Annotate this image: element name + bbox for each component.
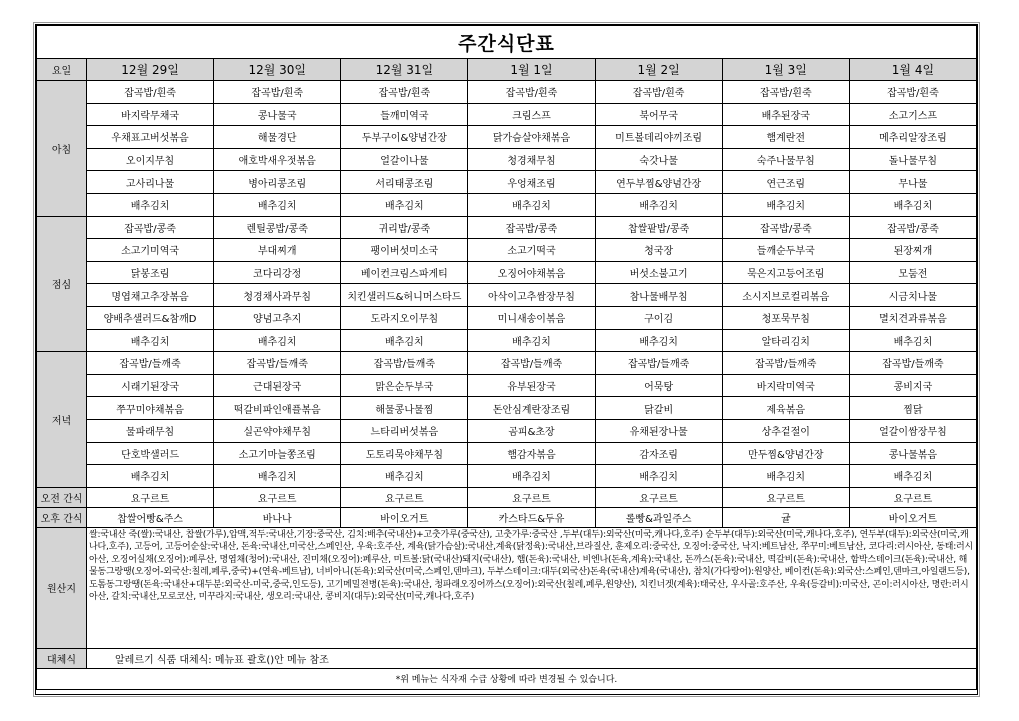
snack-item: 카스타드&두유 (468, 507, 595, 527)
menu-item: 만두찜&양념간장 (722, 442, 849, 465)
menu-item: 배추김치 (214, 329, 341, 352)
menu-item: 잡곡밥/들깨죽 (214, 352, 341, 375)
date-header: 1월 2일 (595, 59, 722, 81)
menu-item: 배추김치 (341, 465, 468, 488)
menu-item: 배추김치 (468, 465, 595, 488)
meal-row-lunch (37, 261, 977, 284)
menu-item: 찹쌀팥밥/콩죽 (595, 216, 722, 239)
meal-row-lunch (37, 239, 977, 262)
meal-row-dinner (37, 352, 977, 375)
menu-item: 청경채무침 (468, 148, 595, 171)
origin-row (37, 527, 977, 648)
menu-item: 배추김치 (722, 193, 849, 216)
menu-item: 모둠전 (849, 261, 976, 284)
menu-item: 구이김 (595, 306, 722, 329)
menu-item: 미니새송이볶음 (468, 306, 595, 329)
menu-item: 미트볼데리야끼조림 (595, 126, 722, 149)
menu-item: 콩비지국 (849, 374, 976, 397)
menu-table (36, 25, 977, 690)
menu-item: 서리태콩조림 (341, 171, 468, 194)
menu-item: 실곤약야채무침 (214, 419, 341, 442)
menu-item: 배추김치 (468, 329, 595, 352)
menu-item: 잡곡밥/흰죽 (722, 81, 849, 104)
menu-item: 닭갈비 (595, 397, 722, 420)
menu-item: 도라지오이무침 (341, 306, 468, 329)
menu-item: 잡곡밥/콩죽 (468, 216, 595, 239)
snack-item: 요구르트 (87, 487, 214, 507)
menu-item: 부대찌개 (214, 239, 341, 262)
menu-item: 유채된장나물 (595, 419, 722, 442)
menu-item: 잡곡밥/흰죽 (87, 81, 214, 104)
menu-item: 알타리김치 (722, 329, 849, 352)
date-header: 1월 1일 (468, 59, 595, 81)
meal-row-lunch (37, 216, 977, 239)
substitute-text: 알레르기 식품 대체식: 메뉴표 괄호()안 메뉴 참조 (87, 648, 977, 668)
menu-item: 돌나물무침 (849, 148, 976, 171)
menu-item: 얼갈이쌈장무침 (849, 419, 976, 442)
meal-row-breakfast (37, 171, 977, 194)
meal-row-breakfast (37, 103, 977, 126)
menu-item: 시래기된장국 (87, 374, 214, 397)
snack-item: 요구르트 (468, 487, 595, 507)
menu-item: 된장찌개 (849, 239, 976, 262)
menu-item: 잡곡밥/콩죽 (87, 216, 214, 239)
meal-row-breakfast (37, 81, 977, 104)
menu-item: 배추된장국 (722, 103, 849, 126)
menu-item: 잡곡밥/들깨죽 (341, 352, 468, 375)
menu-item: 청포묵무침 (722, 306, 849, 329)
meal-row-dinner (37, 442, 977, 465)
snack-label-morning: 오전 간식 (37, 487, 87, 507)
menu-item: 잡곡밥/들깨죽 (87, 352, 214, 375)
snack-item: 찹쌀어빵&주스 (87, 507, 214, 527)
menu-item: 배추김치 (849, 329, 976, 352)
origin-label: 원산지 (37, 527, 87, 648)
meal-row-breakfast (37, 193, 977, 216)
menu-item: 배추김치 (722, 465, 849, 488)
snack-item: 바나나 (214, 507, 341, 527)
menu-item: 고사리나물 (87, 171, 214, 194)
meal-label-lunch: 점심 (37, 216, 87, 352)
menu-item: 청경채사과무침 (214, 284, 341, 307)
snack-row-morning (37, 487, 977, 507)
menu-item: 잡곡밥/들깨죽 (595, 352, 722, 375)
footnote: *위 메뉴는 식자재 수급 상황에 따라 변경될 수 있습니다. (37, 668, 977, 689)
menu-item: 햄계란전 (722, 126, 849, 149)
date-header: 12월 31일 (341, 59, 468, 81)
menu-item: 제육볶음 (722, 397, 849, 420)
menu-item: 양념고추지 (214, 306, 341, 329)
menu-item: 귀리밥/콩죽 (341, 216, 468, 239)
menu-item: 명엽채고추장볶음 (87, 284, 214, 307)
menu-item: 시금치나물 (849, 284, 976, 307)
menu-item: 어묵탕 (595, 374, 722, 397)
menu-item: 배추김치 (214, 465, 341, 488)
menu-item: 떡갈비파인애플볶음 (214, 397, 341, 420)
weekly-menu-sheet (35, 24, 978, 695)
meal-row-lunch (37, 306, 977, 329)
substitute-label: 대체식 (37, 648, 87, 668)
snack-item: 롤빵&과일주스 (595, 507, 722, 527)
menu-item: 느타리버섯볶음 (341, 419, 468, 442)
menu-item: 콩나물국 (214, 103, 341, 126)
meal-row-breakfast (37, 126, 977, 149)
menu-item: 잡곡밥/들깨죽 (468, 352, 595, 375)
menu-item: 배추김치 (87, 193, 214, 216)
meal-row-dinner (37, 419, 977, 442)
page-title: 주간식단표 (37, 26, 977, 59)
menu-item: 렌틸콩밥/콩죽 (214, 216, 341, 239)
meal-row-lunch (37, 284, 977, 307)
menu-item: 오징어야채볶음 (468, 261, 595, 284)
menu-item: 돈안심계란장조림 (468, 397, 595, 420)
menu-item: 단호박샐러드 (87, 442, 214, 465)
menu-item: 잡곡밥/흰죽 (595, 81, 722, 104)
menu-item: 숙주나물무침 (722, 148, 849, 171)
menu-item: 우엉채조림 (468, 171, 595, 194)
snack-item: 바이오거트 (341, 507, 468, 527)
menu-item: 도토리묵야채무침 (341, 442, 468, 465)
menu-item: 햄감자볶음 (468, 442, 595, 465)
snack-item: 요구르트 (595, 487, 722, 507)
menu-item: 들깨미역국 (341, 103, 468, 126)
menu-item: 숙갓나물 (595, 148, 722, 171)
menu-item: 해물콩나물찜 (341, 397, 468, 420)
menu-item: 두부구이&양념간장 (341, 126, 468, 149)
menu-item: 배추김치 (595, 329, 722, 352)
menu-item: 소고기떡국 (468, 239, 595, 262)
snack-item: 요구르트 (849, 487, 976, 507)
menu-item: 양배추샐러드&참깨D (87, 306, 214, 329)
menu-item: 감자조림 (595, 442, 722, 465)
date-header: 12월 29일 (87, 59, 214, 81)
menu-item: 메추리알장조림 (849, 126, 976, 149)
footnote-row (37, 668, 977, 689)
menu-item: 배추김치 (87, 329, 214, 352)
menu-item: 배추김치 (849, 193, 976, 216)
menu-item: 치킨샐러드&허니머스타드 (341, 284, 468, 307)
meal-row-dinner (37, 397, 977, 420)
menu-item: 잡곡밥/콩죽 (722, 216, 849, 239)
snack-label-afternoon: 오후 간식 (37, 507, 87, 527)
menu-item: 배추김치 (849, 465, 976, 488)
menu-item: 애호박새우젓볶음 (214, 148, 341, 171)
menu-item: 잡곡밥/콩죽 (849, 216, 976, 239)
menu-item: 닭가슴살야채볶음 (468, 126, 595, 149)
menu-item: 소시지브로컬리볶음 (722, 284, 849, 307)
menu-item: 참나물배무침 (595, 284, 722, 307)
snack-item: 요구르트 (722, 487, 849, 507)
menu-item: 청국장 (595, 239, 722, 262)
header-row (37, 59, 977, 81)
menu-item: 잡곡밥/흰죽 (849, 81, 976, 104)
menu-item: 찜닭 (849, 397, 976, 420)
menu-item: 병아리콩조림 (214, 171, 341, 194)
menu-item: 배추김치 (595, 465, 722, 488)
menu-item: 크림스프 (468, 103, 595, 126)
snack-item: 요구르트 (341, 487, 468, 507)
menu-item: 상추겉절이 (722, 419, 849, 442)
menu-item: 팽이버섯미소국 (341, 239, 468, 262)
date-header: 12월 30일 (214, 59, 341, 81)
menu-item: 소고기마늘쫑조림 (214, 442, 341, 465)
menu-item: 물파래무침 (87, 419, 214, 442)
menu-item: 곰피&초장 (468, 419, 595, 442)
menu-item: 베이컨크림스파게티 (341, 261, 468, 284)
menu-item: 쭈꾸미야채볶음 (87, 397, 214, 420)
menu-item: 들깨순두부국 (722, 239, 849, 262)
meal-row-lunch (37, 329, 977, 352)
menu-item: 멸치견과류볶음 (849, 306, 976, 329)
menu-item: 무나물 (849, 171, 976, 194)
snack-item: 귤 (722, 507, 849, 527)
meal-row-dinner (37, 465, 977, 488)
menu-item: 묵은지고등어조림 (722, 261, 849, 284)
day-label: 요일 (37, 59, 87, 81)
menu-item: 유부된장국 (468, 374, 595, 397)
menu-item: 배추김치 (87, 465, 214, 488)
menu-item: 잡곡밥/흰죽 (214, 81, 341, 104)
origin-text: 쌀:국내산 죽(쌀):국내산, 찹쌀(가루),압맥,적두:국내산,기장:중국산, 김치:배추(국내산)+고춧가루(중국산), 고춧가루:중국산 ,두부(대두):외국산(미국,캐나다,호주) 순두부(대두):외국산(미국,캐나다,호주), 연두부(대두):외국산(미국,캐나다,호주), 고등어, 고등어순살:국내산, 돈육:국내산,미국산,스페인산, 우육:호주산, 계육(닭가슴살):국내산,계육(닭정육):국내산,브라질산, 훈제오리:중국산, 오징어:중국산, 낙지:베트남산, 쭈꾸미:베트남산, 코다리:러시아산, 동태:러시아산, 오징어실채(오징어):페루산, 명엽채(청어):국내산, 진미채(오징어):페루산, 미트볼:닭(국내산)돼지(국내산), 햄(돈육):국내산, 비엔나(돈육,계육):국내산, 돈까스(돈육):국내산, 떡갈비(돈육):국내산, 함박스테이크(돈육):국내산, 해물동그랑땡(오징어-외국산:칠레,페루,중국)+(연육-베트남), 너비아니(돈육):외국산(미국,스페인,덴마크), 두부스테이크:대두(외국산)돈육(국내산)계육(국내산), 참치(가다랑어):원양산, 베이컨(돈육):외국산:스페인,덴마크,아일랜드등), 도톰동그랑땡(돈육:국내산+대두분:외국산-미국,중국,인도등), 고기메밀전병(돈육):국내산, 청파래오징어까스(오징어):외국산(칠레,페루,원양산), 치킨너겟(계육):태국산, 우사골:호주산, 우육(등갈비):미국산, 곤이:러시아산, 명란:러시아산, 갈치:국내산,모로코산, 미꾸라지:국내산, 생오리:국내산, 콩비지(대두):외국산(미국,캐나다,호주) (87, 527, 977, 648)
substitute-row (37, 648, 977, 668)
meal-label-dinner: 저녁 (37, 352, 87, 488)
menu-item: 아삭이고추쌈장무침 (468, 284, 595, 307)
menu-item: 연두부찜&양념간장 (595, 171, 722, 194)
menu-item: 배추김치 (341, 193, 468, 216)
menu-item: 해물경단 (214, 126, 341, 149)
snack-row-afternoon (37, 507, 977, 527)
menu-item: 소고기미역국 (87, 239, 214, 262)
menu-item: 잡곡밥/들깨죽 (722, 352, 849, 375)
menu-item: 연근조림 (722, 171, 849, 194)
menu-item: 바지락무채국 (87, 103, 214, 126)
menu-item: 코다리강정 (214, 261, 341, 284)
menu-item: 바지락미역국 (722, 374, 849, 397)
menu-item: 잡곡밥/흰죽 (341, 81, 468, 104)
meal-row-breakfast (37, 148, 977, 171)
meal-label-breakfast: 아침 (37, 81, 87, 217)
snack-item: 바이오거트 (849, 507, 976, 527)
date-header: 1월 3일 (722, 59, 849, 81)
snack-item: 요구르트 (214, 487, 341, 507)
menu-item: 콩나물볶음 (849, 442, 976, 465)
menu-item: 북어무국 (595, 103, 722, 126)
menu-item: 얼갈이나물 (341, 148, 468, 171)
menu-item: 배추김치 (595, 193, 722, 216)
date-header: 1월 4일 (849, 59, 976, 81)
menu-item: 잡곡밥/흰죽 (468, 81, 595, 104)
menu-item: 버섯소불고기 (595, 261, 722, 284)
menu-item: 맑은순두부국 (341, 374, 468, 397)
menu-item: 오이지무침 (87, 148, 214, 171)
menu-item: 우채표고버섯볶음 (87, 126, 214, 149)
menu-item: 배추김치 (341, 329, 468, 352)
menu-item: 근대된장국 (214, 374, 341, 397)
menu-item: 소고기스프 (849, 103, 976, 126)
menu-item: 잡곡밥/들깨죽 (849, 352, 976, 375)
title-row (37, 26, 977, 59)
menu-item: 배추김치 (214, 193, 341, 216)
menu-item: 닭봉조림 (87, 261, 214, 284)
menu-item: 배추김치 (468, 193, 595, 216)
meal-row-dinner (37, 374, 977, 397)
